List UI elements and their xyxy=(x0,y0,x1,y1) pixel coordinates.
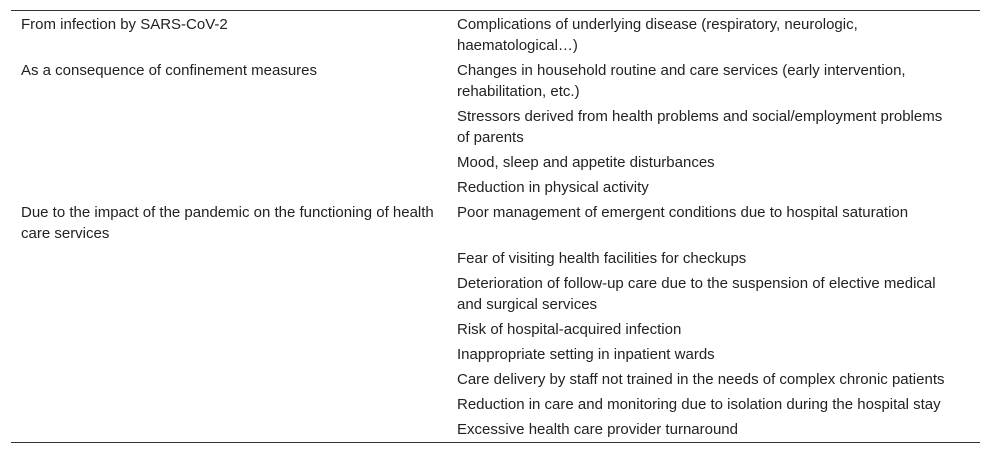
table-row xyxy=(11,246,980,271)
table-row xyxy=(11,392,980,417)
item-cell: Reduction in physical activity xyxy=(457,179,649,196)
category-cell xyxy=(11,417,447,442)
item-cell: Mood, sleep and appetite disturbances xyxy=(457,154,715,171)
category-cell xyxy=(11,342,447,367)
category-cell xyxy=(11,271,447,317)
table-row xyxy=(11,150,980,175)
table-row xyxy=(11,317,980,342)
table-row xyxy=(11,367,980,392)
category-cell xyxy=(11,150,447,175)
item-cell: Excessive health care provider turnaround xyxy=(457,421,738,438)
item-cell: Care delivery by staff not trained in the needs of complex chronic patients xyxy=(457,371,945,388)
category-cell xyxy=(11,246,447,271)
table-row xyxy=(11,417,980,442)
table-row xyxy=(11,200,980,246)
risk-factors-table xyxy=(11,11,980,442)
category-cell xyxy=(11,175,447,200)
item-cell: Risk of hospital-acquired infection xyxy=(457,321,682,338)
table-row xyxy=(11,342,980,367)
item-cell: Complications of underlying disease (respiratory, neurologic, haematological…) xyxy=(457,16,858,54)
category-cell xyxy=(11,104,447,150)
item-cell: Stressors derived from health problems and social/employment problems of parents xyxy=(457,108,943,146)
item-cell: Deterioration of follow-up care due to the suspension of elective medical and surgical services xyxy=(457,275,936,313)
table-row xyxy=(11,175,980,200)
item-cell: Fear of visiting health facilities for checkups xyxy=(457,250,747,267)
category-cell xyxy=(11,317,447,342)
category-cell: Due to the impact of the pandemic on the functioning of health care services xyxy=(21,204,434,242)
table-row xyxy=(11,104,980,150)
category-cell: From infection by SARS-CoV-2 xyxy=(21,16,228,33)
table-row xyxy=(11,271,980,317)
category-cell xyxy=(11,367,447,392)
item-cell: Poor management of emergent conditions due to hospital saturation xyxy=(457,204,909,221)
item-cell: Changes in household routine and care services (early intervention, rehabilitation, etc.) xyxy=(457,62,906,100)
item-cell: Inappropriate setting in inpatient wards xyxy=(457,346,715,363)
item-cell: Reduction in care and monitoring due to isolation during the hospital stay xyxy=(457,396,941,413)
table-row xyxy=(11,58,980,104)
table-row xyxy=(11,11,980,58)
category-cell xyxy=(11,392,447,417)
risk-factors-table-container xyxy=(11,10,980,443)
category-cell: As a consequence of confinement measures xyxy=(21,62,318,79)
